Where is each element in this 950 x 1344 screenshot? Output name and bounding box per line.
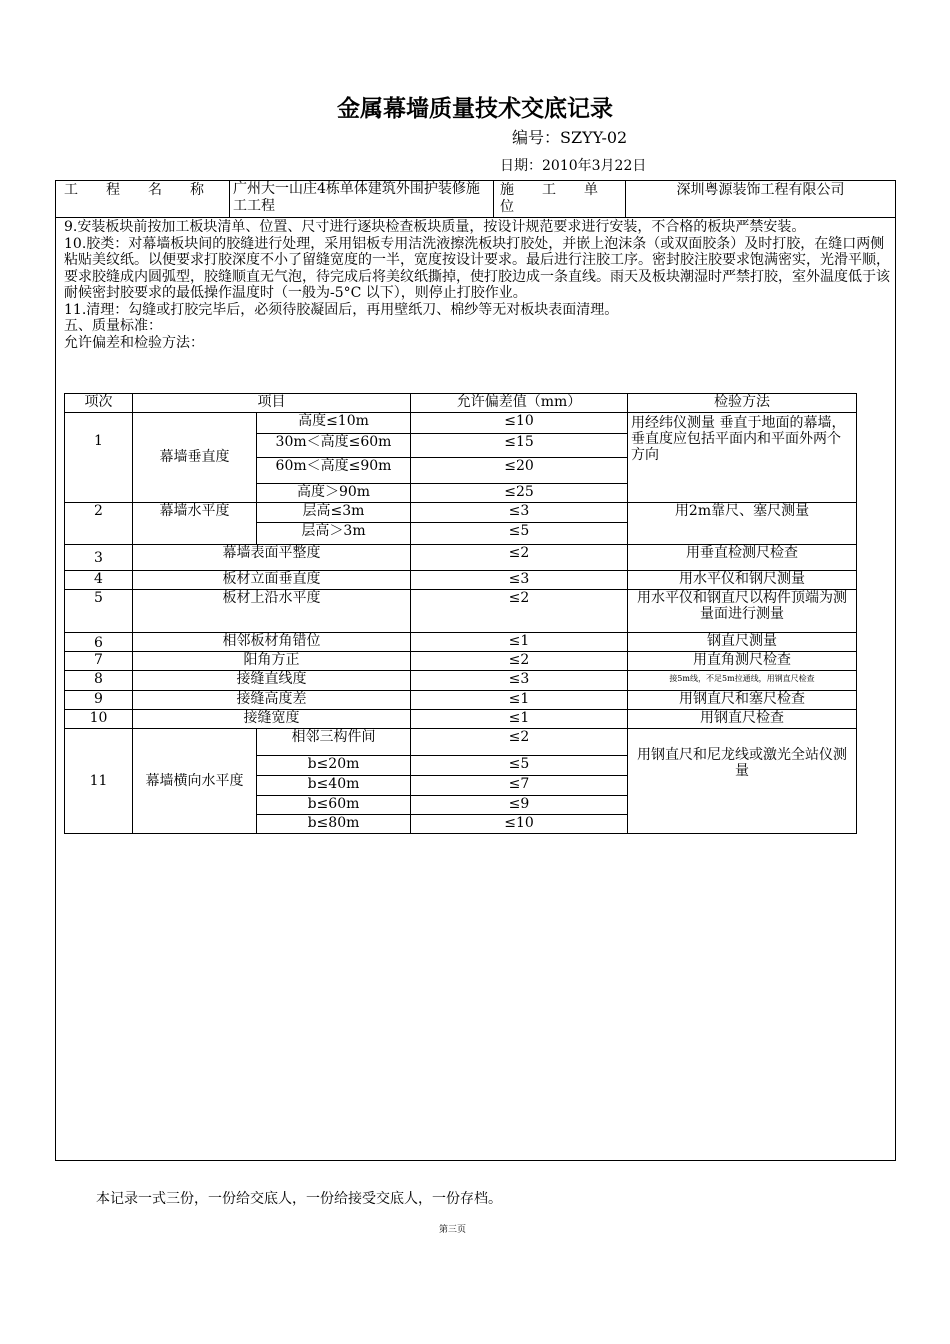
table-row bbox=[65, 633, 857, 652]
header-cell: 项目 bbox=[133, 394, 411, 413]
tolerance-value: ≤25 bbox=[411, 484, 628, 503]
sub-item: b≤20m bbox=[257, 756, 411, 776]
tolerance-value: ≤10 bbox=[411, 413, 628, 434]
inspection-method: 用钢直尺检查 bbox=[628, 710, 857, 729]
project-label: 工 程 名 称 bbox=[56, 181, 230, 217]
header-cell: 允许偏差值（mm） bbox=[411, 394, 628, 413]
table-row bbox=[65, 571, 857, 590]
tolerance-value: ≤1 bbox=[411, 710, 628, 729]
item-name: 幕墙表面平整度 bbox=[133, 545, 411, 571]
section-heading: 五、质量标准： bbox=[64, 318, 162, 334]
item-name: 接缝直线度 bbox=[133, 671, 411, 691]
row-number: 8 bbox=[65, 671, 133, 691]
tolerance-value: ≤3 bbox=[411, 503, 628, 523]
sub-item: b≤40m bbox=[257, 776, 411, 796]
page-number: 第三页 bbox=[438, 1225, 466, 1235]
sub-item: 30m＜高度≤60m bbox=[257, 434, 411, 458]
sub-item: b≤60m bbox=[257, 796, 411, 815]
table-row bbox=[65, 652, 857, 671]
document-number: 编号：SZYY-02 bbox=[512, 128, 628, 147]
header-cell: 检验方法 bbox=[628, 394, 857, 413]
row-number: 1 bbox=[65, 413, 133, 503]
tolerance-value: ≤15 bbox=[411, 434, 628, 458]
footer-note: 本记录一式三份，一份给交底人，一份给接受交底人，一份存档。 bbox=[96, 1191, 502, 1207]
tolerance-value: ≤10 bbox=[411, 815, 628, 834]
row-number: 9 bbox=[65, 691, 133, 710]
row-number: 10 bbox=[65, 710, 133, 729]
contractor-label: 施 工 单 位 bbox=[494, 181, 626, 217]
sub-item: 层高＞3m bbox=[257, 523, 411, 545]
tolerance-value: ≤2 bbox=[411, 545, 628, 571]
sub-item: 高度＞90m bbox=[257, 484, 411, 503]
sub-item: 层高≤3m bbox=[257, 503, 411, 523]
header-cell: 项次 bbox=[65, 394, 133, 413]
table-row bbox=[65, 413, 857, 434]
table-row bbox=[65, 503, 857, 523]
subheading: 允许偏差和检验方法： bbox=[64, 334, 204, 351]
tolerance-value: ≤3 bbox=[411, 571, 628, 590]
tolerance-value: ≤1 bbox=[411, 691, 628, 710]
item-name: 阳角方正 bbox=[133, 652, 411, 671]
item-name: 幕墙垂直度 bbox=[133, 413, 257, 503]
tolerance-value: ≤2 bbox=[411, 652, 628, 671]
inspection-method: 用2m靠尺、塞尺测量 bbox=[628, 503, 857, 545]
instructions bbox=[64, 219, 892, 351]
row-number: 3 bbox=[65, 545, 133, 571]
table-row bbox=[65, 729, 857, 756]
sub-item: 60m＜高度≤90m bbox=[257, 458, 411, 484]
sub-item: 高度≤10m bbox=[257, 413, 411, 434]
document-date: 日期：2010年3月22日 bbox=[500, 158, 647, 174]
table-row bbox=[65, 691, 857, 710]
project-name: 广州大一山庄4栋单体建筑外围护装修施工工程 bbox=[230, 181, 494, 217]
tolerance-value: ≤2 bbox=[411, 729, 628, 756]
inspection-method: 用直角测尺检查 bbox=[628, 652, 857, 671]
item-name: 接缝宽度 bbox=[133, 710, 411, 729]
row-number: 11 bbox=[65, 729, 133, 834]
inspection-method: 钢直尺测量 bbox=[628, 633, 857, 652]
table-row bbox=[65, 545, 857, 571]
tolerance-table bbox=[64, 393, 857, 834]
table-row bbox=[65, 710, 857, 729]
inspection-method: 用经纬仪测量 垂直于地面的幕墙，垂直度应包括平面内和平面外两个方向 bbox=[628, 413, 857, 503]
inspection-method: 用垂直检测尺检查 bbox=[628, 545, 857, 571]
table-header-row bbox=[65, 394, 857, 413]
row-number: 2 bbox=[65, 503, 133, 545]
item-name: 相邻板材角错位 bbox=[133, 633, 411, 652]
contractor-name: 深圳粤源装饰工程有限公司 bbox=[676, 182, 845, 198]
document-title: 金属幕墙质量技术交底记录 bbox=[337, 95, 613, 122]
item-name: 板材立面垂直度 bbox=[133, 571, 411, 590]
row-number: 5 bbox=[65, 590, 133, 633]
inspection-method: 用钢直尺和尼龙线或激光全站仪测量 bbox=[628, 729, 857, 834]
header-row bbox=[56, 181, 895, 218]
item-name: 幕墙水平度 bbox=[133, 503, 257, 545]
paragraph: 11.清理：勾缝或打胶完毕后，必须待胶凝固后，再用壁纸刀、棉纱等无对板块表面清理。 bbox=[64, 301, 619, 318]
inspection-method: 用水平仪和钢直尺以构件顶端为测量面进行测量 bbox=[628, 590, 857, 633]
tolerance-value: ≤7 bbox=[411, 776, 628, 796]
tolerance-value: ≤1 bbox=[411, 633, 628, 652]
tolerance-value: ≤2 bbox=[411, 590, 628, 633]
tolerance-value: ≤5 bbox=[411, 756, 628, 776]
sub-item: b≤80m bbox=[257, 815, 411, 834]
sub-item: 相邻三构件间 bbox=[257, 729, 411, 756]
item-name: 幕墙横向水平度 bbox=[133, 729, 257, 834]
record-form bbox=[55, 180, 896, 1161]
inspection-method: 用水平仪和钢尺测量 bbox=[628, 571, 857, 590]
inspection-method: 用钢直尺和塞尺检查 bbox=[628, 691, 857, 710]
item-name: 板材上沿水平度 bbox=[133, 590, 411, 633]
tolerance-value: ≤20 bbox=[411, 458, 628, 484]
paragraph: 10.胶类：对幕墙板块间的胶缝进行处理，采用铝板专用洁洗液擦洗板块打胶处，并嵌上泡沫条（或双面胶条）及时打胶，在缝口两侧粘贴美纹纸。以便要求打胶深度不小了留缝宽度的一半，宽度按设计要求。最后进行注胶工序。密封胶注胶要求饱满密实，光滑平顺，要求胶缝成内圆弧型，胶缝顺直无气泡，待完成后将美纹纸撕掉，使打胶边成一条直线。雨天及板块潮湿时严禁打胶，室外温度低于该耐候密封胶要求的最低操作温度时（一般为-5°C 以下），则停止打胶作业。 bbox=[64, 235, 890, 301]
inspection-method: 接5m线，不足5m拉通线，用钢直尺检查 bbox=[628, 671, 857, 691]
table-row bbox=[65, 590, 857, 633]
row-number: 4 bbox=[65, 571, 133, 590]
paragraph: 9.安装板块前按加工板块清单、位置、尺寸进行逐块检查板块质量，按设计规范要求进行安装，不合格的板块严禁安装。 bbox=[64, 219, 806, 235]
table-row bbox=[65, 671, 857, 691]
row-number: 6 bbox=[65, 633, 133, 652]
tolerance-value: ≤5 bbox=[411, 523, 628, 545]
item-name: 接缝高度差 bbox=[133, 691, 411, 710]
row-number: 7 bbox=[65, 652, 133, 671]
tolerance-value: ≤3 bbox=[411, 671, 628, 691]
tolerance-value: ≤9 bbox=[411, 796, 628, 815]
